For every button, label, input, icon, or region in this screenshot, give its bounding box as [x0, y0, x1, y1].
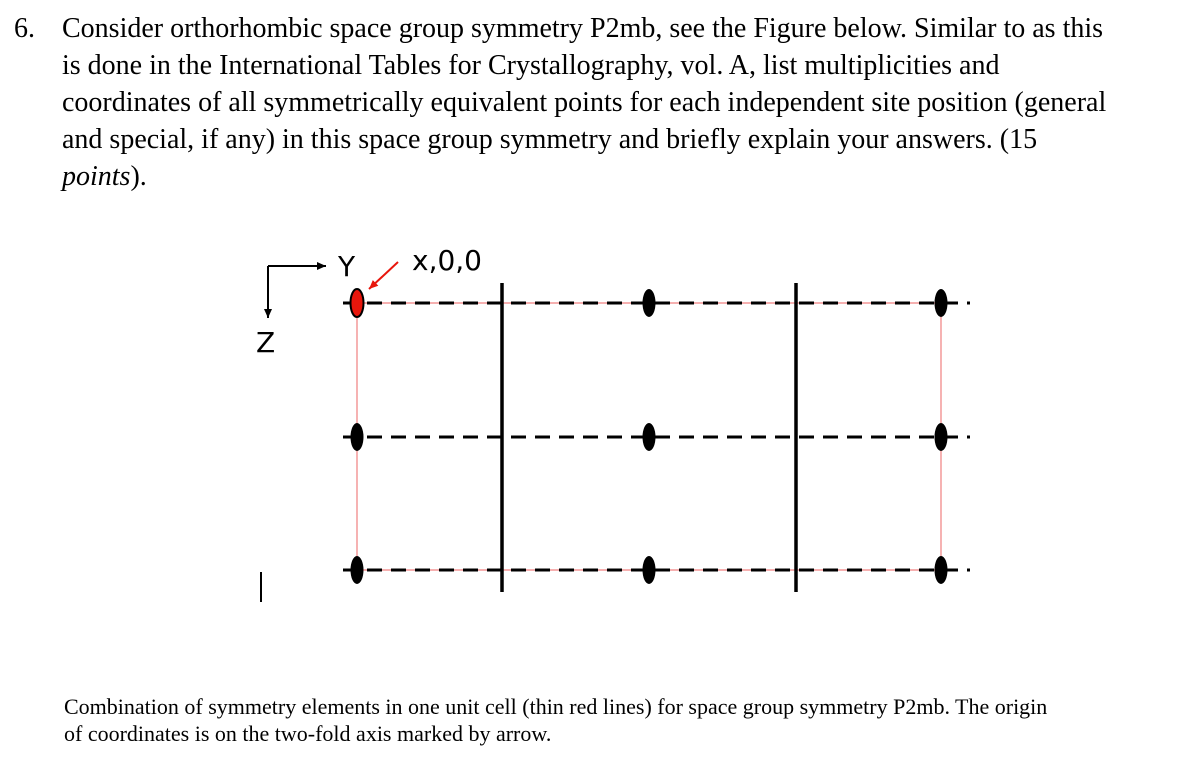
two-fold-axis	[935, 289, 948, 317]
points-word: points	[62, 161, 131, 192]
question-line: and special, if any) in this space group symmetry and briefly explain your answers. (15	[62, 124, 1038, 155]
two-fold-axis-origin	[351, 289, 364, 317]
caption-line: Combination of symmetry elements in one unit cell (thin red lines) for space group symmetry P2mb. The origin	[64, 694, 1048, 719]
question-line: Consider orthorhombic space group symmetry P2mb, see the Figure below. Similar to as this	[62, 13, 1104, 44]
points-tail: ).	[130, 161, 147, 192]
y-axis-label: Y	[338, 250, 356, 283]
two-fold-axis	[643, 423, 656, 451]
two-fold-axis	[643, 289, 656, 317]
two-fold-axis	[351, 556, 364, 584]
question-line: is done in the International Tables for Crystallography, vol. A, list multiplicities and	[62, 50, 1000, 81]
two-fold-axis	[351, 423, 364, 451]
axis-indicator	[256, 250, 356, 359]
two-fold-axis	[935, 556, 948, 584]
two-fold-axis	[935, 423, 948, 451]
z-axis-label: Z	[256, 326, 276, 359]
two-fold-axis	[643, 556, 656, 584]
question-number: 6.	[14, 13, 35, 44]
figure-caption	[64, 693, 1194, 747]
caption-line: of coordinates is on the two-fold axis marked by arrow.	[64, 721, 552, 746]
question-line: coordinates of all symmetrically equivalent points for each independent site position (general	[62, 87, 1107, 118]
glide-planes	[343, 303, 970, 570]
origin-label: x,0,0	[412, 244, 482, 277]
origin-pointer-arrow	[369, 262, 398, 289]
